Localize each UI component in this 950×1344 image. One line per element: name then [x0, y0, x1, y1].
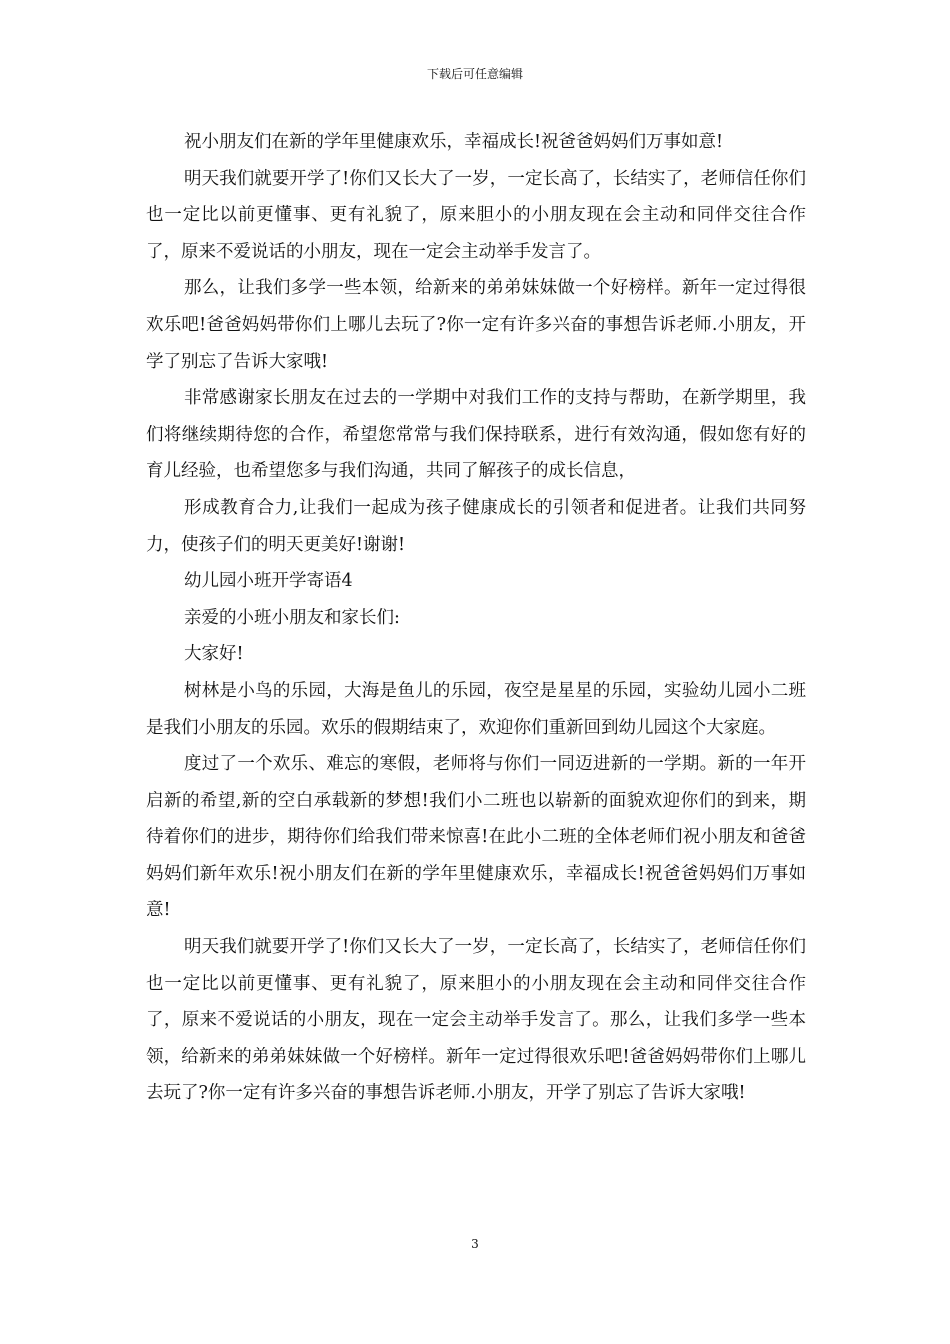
- section-title: 幼儿园小班开学寄语4: [184, 571, 353, 592]
- paragraph: 祝小朋友们在新的学年里健康欢乐，幸福成长!祝爸爸妈妈们万事如意!: [184, 132, 724, 152]
- paragraph: 明天我们就要开学了!你们又长大了一岁，一定长高了，长结实了，老师信任你们也一定比以前更懂事、更有礼貌了，原来胆小的小朋友现在会主动和同伴交往合作了，原来不爱说话的小朋友，现在一定会主动举手发言了。: [146, 168, 806, 262]
- paragraph: 度过了一个欢乐、难忘的寒假，老师将与你们一同迈进新的一学期。新的一年开启新的希望,新的空白承载新的梦想!我们小二班也以崭新的面貌欢迎你们的到来，期待着你们的进步，期待你们给我们带来惊喜!在此小二班的全体老师们祝小朋友和爸爸妈妈们新年欢乐!祝小朋友们在新的学年里健康欢乐，幸福成长!祝爸爸妈妈们万事如意!: [146, 754, 806, 921]
- page-header: 下载后可任意编辑: [426, 67, 523, 81]
- salutation: 亲爱的小班小朋友和家长们:: [184, 607, 400, 628]
- paragraph: 形成教育合力,让我们一起成为孩子健康成长的引领者和促进者。让我们共同努力，使孩子们的明天更美好!谢谢!: [146, 497, 806, 555]
- paragraph: 非常感谢家长朋友在过去的一学期中对我们工作的支持与帮助，在新学期里，我们将继续期待您的合作，希望您常常与我们保持联系，进行有效沟通，假如您有好的育儿经验，也希望您多与我们沟通，共同了解孩子的成长信息，: [146, 388, 806, 482]
- greeting: 大家好!: [184, 644, 244, 665]
- paragraph: 那么，让我们多学一些本领，给新来的弟弟妹妹做一个好榜样。新年一定过得很欢乐吧!爸爸妈妈带你们上哪儿去玩了?你一定有许多兴奋的事想告诉老师.小朋友，开学了别忘了告诉大家哦!: [146, 278, 806, 372]
- paragraph: 树林是小鸟的乐园，大海是鱼儿的乐园，夜空是星星的乐园，实验幼儿园小二班是我们小朋友的乐园。欢乐的假期结束了，欢迎你们重新回到幼儿园这个大家庭。: [146, 680, 806, 738]
- page-number: 3: [471, 1237, 479, 1251]
- document-body: [146, 124, 806, 1112]
- paragraph: 明天我们就要开学了!你们又长大了一岁，一定长高了，长结实了，老师信任你们也一定比以前更懂事、更有礼貌了，原来胆小的小朋友现在会主动和同伴交往合作了，原来不爱说话的小朋友，现在一定会主动举手发言了。那么，让我们多学一些本领，给新来的弟弟妹妹做一个好榜样。新年一定过得很欢乐吧!爸爸妈妈带你们上哪儿去玩了?你一定有许多兴奋的事想告诉老师.小朋友，开学了别忘了告诉大家哦!: [146, 937, 806, 1104]
